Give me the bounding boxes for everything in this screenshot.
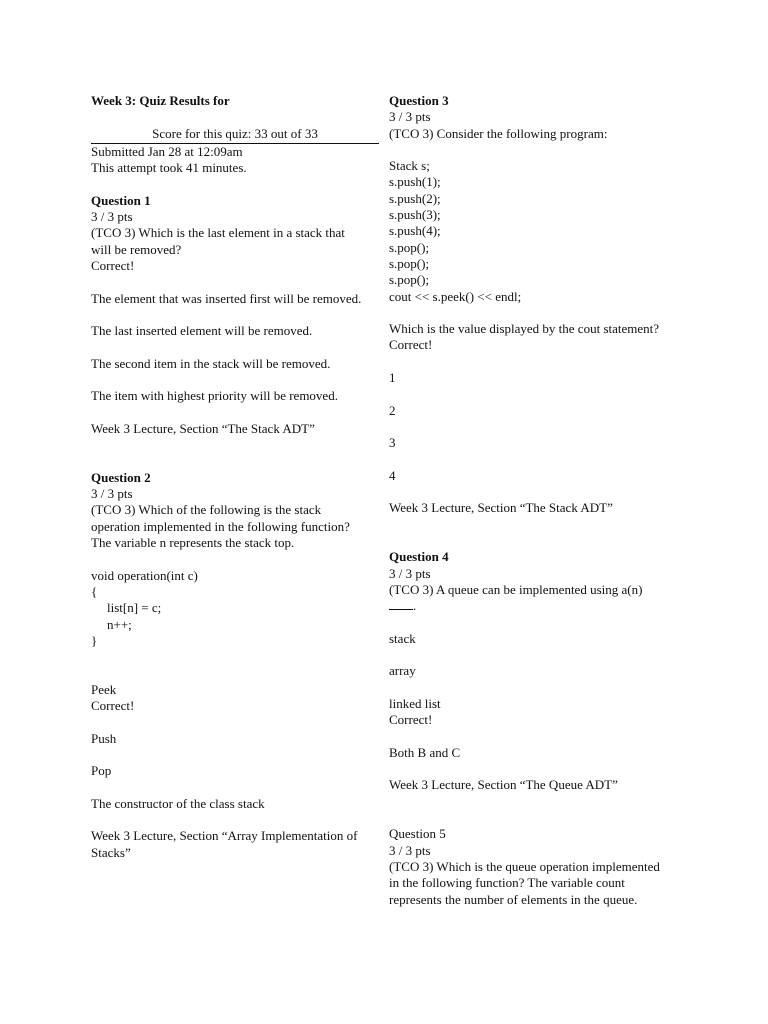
question-3-code-line: s.pop();	[389, 255, 430, 271]
question-4-answer-d: Both B and C	[389, 744, 461, 760]
question-2-code-line: }	[91, 632, 98, 648]
question-2-points: 3 / 3 pts	[91, 486, 133, 502]
question-4-text: (TCO 3) A queue can be implemented using a(n)	[389, 581, 643, 597]
question-3-text: (TCO 3) Consider the following program:	[389, 125, 608, 141]
question-5-points: 3 / 3 pts	[389, 842, 431, 858]
question-3-question: Which is the value displayed by the cout statement?	[389, 321, 660, 337]
question-3-correct-label: Correct!	[389, 337, 433, 353]
question-3-code-line: s.push(1);	[389, 174, 441, 190]
question-1-text: (TCO 3) Which is the last element in a stack that	[91, 225, 345, 241]
question-3-code-line: Stack s;	[389, 158, 430, 174]
question-3-answer-b: 2	[389, 402, 396, 418]
question-1-answer-b: The last inserted element will be removed.	[91, 323, 313, 339]
quiz-title: Week 3: Quiz Results for	[91, 93, 230, 108]
question-1-answer-d: The item with highest priority will be removed.	[91, 388, 338, 404]
left-column	[91, 93, 379, 861]
question-2-title: Question 2	[91, 469, 151, 485]
question-4-answer-a: stack	[389, 630, 416, 646]
question-2-answer-c: Pop	[91, 763, 112, 779]
question-4-reference: Week 3 Lecture, Section “The Queue ADT”	[389, 777, 618, 793]
question-5-text: in the following function? The variable count	[389, 875, 625, 891]
question-1-correct-label: Correct!	[91, 257, 135, 273]
question-1-answer-c: The second item in the stack will be removed.	[91, 355, 331, 371]
question-2-code-line: list[n] = c;	[107, 600, 162, 616]
question-3-code-line: s.push(4);	[389, 223, 441, 239]
question-2-reference: Week 3 Lecture, Section “Array Implementation of	[91, 828, 358, 844]
attempt-duration: This attempt took 41 minutes.	[91, 160, 247, 176]
question-4-answer-c: linked list	[389, 695, 441, 711]
question-2-reference: Stacks”	[91, 844, 131, 860]
question-4-answer-b: array	[389, 663, 416, 679]
question-2-answer-a: Peek	[91, 681, 117, 697]
question-4-points: 3 / 3 pts	[389, 565, 431, 581]
question-3-code-line: s.push(2);	[389, 190, 441, 206]
submitted-date: Submitted Jan 28 at 12:09am	[91, 143, 243, 159]
fill-in-blank	[389, 598, 413, 610]
question-3-answer-c: 3	[389, 435, 396, 451]
question-4-text: .	[389, 598, 689, 614]
question-4-correct-label: Correct!	[389, 712, 433, 728]
question-2-text: (TCO 3) Which of the following is the stack	[91, 502, 322, 518]
question-1-points: 3 / 3 pts	[91, 209, 133, 225]
question-2-text: operation implemented in the following function?	[91, 518, 350, 534]
question-5-title: Question 5	[389, 826, 446, 842]
question-2-code-line: void operation(int c)	[91, 567, 198, 583]
question-3-code-line: s.pop();	[389, 272, 430, 288]
question-3-title: Question 3	[389, 93, 449, 108]
question-1-text: will be removed?	[91, 241, 182, 257]
question-2-answer-b: Push	[91, 730, 117, 746]
question-5-text: represents the number of elements in the queue.	[389, 891, 638, 907]
question-3-code-line: cout << s.peek() << endl;	[389, 288, 522, 304]
question-2-code-line: {	[91, 583, 98, 599]
question-1-reference: Week 3 Lecture, Section “The Stack ADT”	[91, 420, 315, 436]
question-3-answer-d: 4	[389, 467, 396, 483]
question-3-points: 3 / 3 pts	[389, 109, 431, 125]
question-3-answer-a: 1	[389, 370, 396, 386]
question-3-code-line: s.pop();	[389, 239, 430, 255]
question-2-correct-label: Correct!	[91, 697, 135, 713]
question-2-code-line: n++;	[107, 616, 132, 632]
right-column	[389, 93, 689, 908]
question-3-code-line: s.push(3);	[389, 207, 441, 223]
question-4-title: Question 4	[389, 549, 449, 565]
question-3-reference: Week 3 Lecture, Section “The Stack ADT”	[389, 500, 613, 516]
question-1-answer-a: The element that was inserted first will be removed.	[91, 290, 362, 306]
question-2-text: The variable n represents the stack top.	[91, 535, 295, 551]
question-2-answer-d: The constructor of the class stack	[91, 795, 265, 811]
question-5-text: (TCO 3) Which is the queue operation implemented	[389, 858, 660, 874]
quiz-score: Score for this quiz: 33 out of 33	[152, 125, 318, 141]
question-1-title: Question 1	[91, 192, 151, 208]
